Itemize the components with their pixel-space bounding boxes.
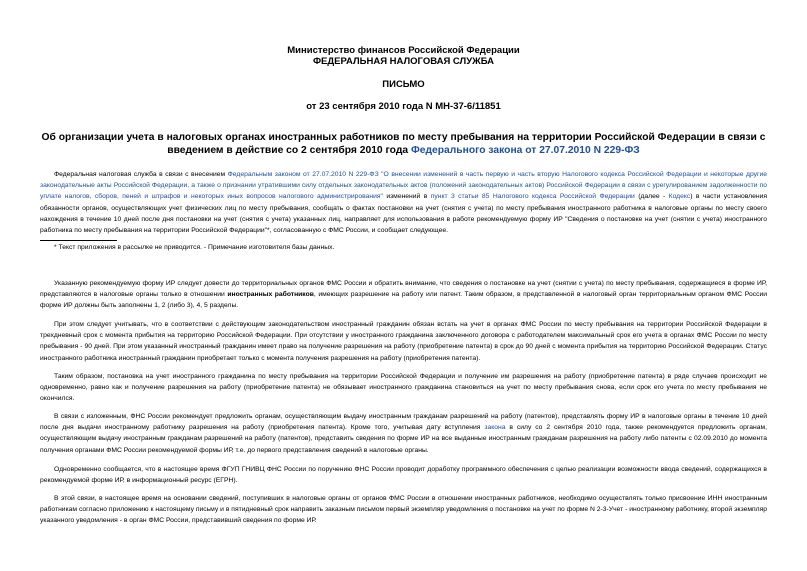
p2-text-a: Указанную рекомендуемую форму ИР следует довести до территориальных органов ФМС России и обратить внимание, что сведения о постановке на учет (снятии с учета) по месту пребывания, содержащиеся в форме ИР, представляются в налоговые органы только в отношении bbox=[40, 280, 767, 299]
law-link[interactable]: закона bbox=[484, 424, 506, 432]
document-reference: от 23 сентября 2010 года N МН-37-6/11851 bbox=[306, 101, 501, 112]
p1-text-c: (далее - bbox=[634, 193, 669, 201]
p2-text-b: , имеющих разрешение на работу или патент. Таким образом, в представленной в налоговый орган территориальным органом ФМС России форме ИР должны быть заполнены 1, 2 (либо 3), 4, 5 разделы. bbox=[40, 291, 767, 310]
p5-text-a: В связи с изложенным, ФНС России рекомендует предложить органам, осуществляющим выдачу иностранным гражданам разрешений на работу (патентов), представлять форму ИР в налоговые органы в течение 10 дней после дня выдачи иностранному работнику разрешения на работу (приобретения патента). Кроме того, учитывая дату вступления bbox=[40, 413, 767, 432]
p1-text-b: изменений в bbox=[382, 193, 431, 201]
title-law-link[interactable]: Федерального закона от 27.07.2010 N 229-ФЗ bbox=[410, 145, 640, 156]
title-text: Об организации учета в налоговых органах иностранных работников по месту пребывания на территории Российской Федерации в связи с введением в действие со 2 сентября 2010 года bbox=[41, 132, 766, 156]
code-link[interactable]: Кодекс bbox=[668, 193, 691, 201]
paragraph-3: При этом следует учитывать, что в соответствии с действующим законодательством иностранный гражданин обязан встать на учет в органах ФМС России по месту пребывания на территории Российской Федерации в трехдневный срок с момента прибытия на территорию Российской Федерации. При отсутствии у иностранного гражданина заключенного договора с работодателем максимальный срок его учета в органах ФМС России по месту пребывания - 90 дней. При этом указанный иностранный гражданин имеет право на получение разрешения на работу (приобретение патента) в срок до 90 дней с момента прибытия на территорию Российской Федерации. Статус иностранного работника иностранный гражданин приобретает только с момента получения разрешения на работу (приобретения патента). bbox=[40, 321, 767, 362]
p5-text-b: в силу со 2 сентября 2010 года, также рекомендуется предложить органам, осуществляющим выдачу иностранным гражданам разрешений на работу (патентов), представить сведения по форме ИР на все выданные иностранным гражданам разрешения на работу либо патенты с 02.09.2010 до момента получения органами ФМС России рекомендуемой формы ИР, т.е. до первого представления сведений в налоговые органы. bbox=[40, 424, 767, 454]
p1-text-d: ) в части установления обязанности органов, осуществляющих учет физических лиц по месту пребывания, сообщать о фактах постановки на учет (снятия с учета) по месту пребывания иностранного работника в налоговые органы по месту своего нахождения в течение 10 дней после дня постановки на учет (снятия с учета) указанных лиц, направляет для использования в работе рекомендуемую форму ИР "Сведения о постановке на учет (снятии с учета) иностранного работника по месту пребывания на территории Российской Федерации"*, согласованную с ФМС России, и сообщает следующее. bbox=[40, 193, 768, 235]
paragraph-1 bbox=[40, 169, 767, 236]
footnote-divider bbox=[40, 240, 117, 241]
paragraph-2 bbox=[40, 278, 767, 312]
document-title bbox=[40, 131, 767, 157]
service-name: ФЕДЕРАЛЬНАЯ НАЛОГОВАЯ СЛУЖБА bbox=[312, 56, 495, 67]
tax-code-article-link[interactable]: пункт 3 статьи 85 Налогового кодекса Российской Федерации bbox=[430, 193, 635, 201]
ministry-name: Министерство финансов Российской Федерации bbox=[287, 45, 520, 56]
paragraph-4: Таким образом, постановка на учет иностранного гражданина по месту пребывания на территории Российской Федерации и получение им разрешения на работу (приобретение патента) в ряде случаев происходит не одновременно, равно как и получение разрешения на работу (приобретение патента) не обязывает иностранного гражданина становиться на учет по месту пребывания снова, если срок его учета по месту пребывания не окончился. bbox=[40, 373, 767, 403]
p1-text-a: Федеральная налоговая служба в связи с внесением bbox=[54, 171, 228, 178]
paragraph-5 bbox=[40, 411, 767, 456]
federal-law-link[interactable]: Федеральным законом от 27.07.2010 N 229-ФЗ "О внесении изменений в часть первую и часть вторую Налогового кодекса Российской Федерации и некоторые другие законодательные акты Российской Федерации, а также о признании утратившими силу отдельных законодательных актов (положений законодательных актов) Российской Федерации в связи с урегулированием задолженности по уплате налогов, сборов, пеней и штрафов и некоторых иных вопросов налогового администрирования" bbox=[40, 171, 767, 201]
p2-bold-text: иностранных работников bbox=[227, 291, 314, 299]
document-type: ПИСЬМО bbox=[382, 79, 425, 90]
paragraph-7: В этой связи, в настоящее время на основании сведений, поступивших в налоговые органы от органов ФМС России в отношении иностранных работников, необходимо осуществлять только присвоение ИНН иностранным работникам согласно приложению к настоящему письму и в пятидневный срок направить заказным письмом первый экземпляр уведомления о постановке на учет по форме N 2-3-Учет - иностранному работнику, второй экземпляр указанного уведомления - в орган ФМС России, представивший сведения по форме ИР. bbox=[40, 495, 767, 525]
footnote: * Текст приложения в рассылке не приводится. - Примечание изготовителя базы данных. bbox=[54, 244, 335, 251]
paragraph-6: Одновременно сообщается, что в настоящее время ФГУП ГНИВЦ ФНС России по поручению ФНС России проводит доработку программного обеспечения с целью реализации возможности ввода сведений, содержащихся в рекомендуемой форме ИР, в информационный ресурс (ЕГРН). bbox=[40, 466, 767, 485]
